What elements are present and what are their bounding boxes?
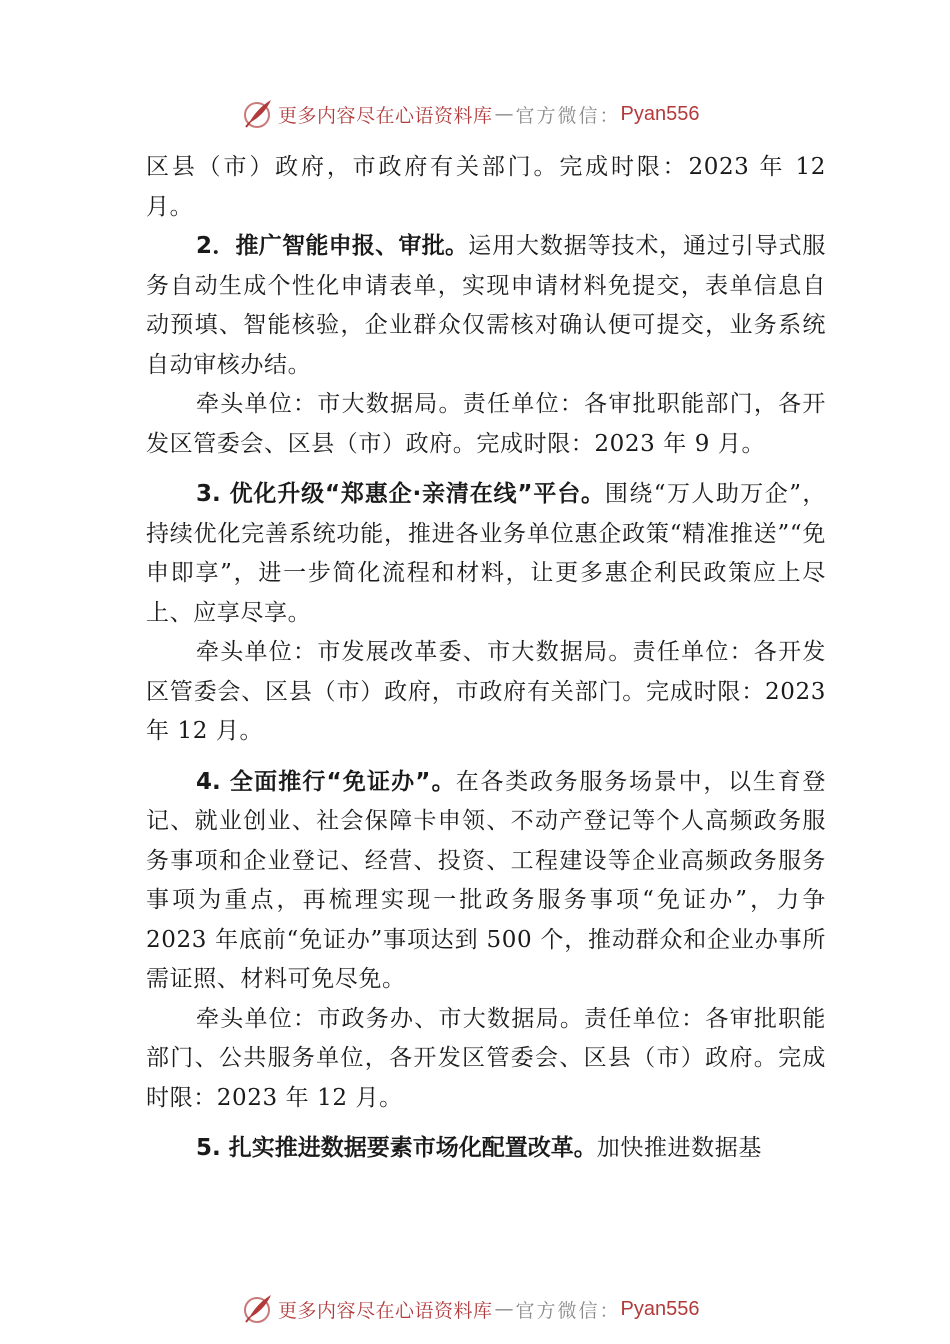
item-2-paragraph [146, 227, 826, 385]
item-5-paragraph [146, 1129, 826, 1169]
item-3-text: 围绕“万人助万企”，持续优化完善系统功能，推进各业务单位惠企政策“精准推送”“免申即享”，进一步简化流程和材料，让更多惠企利民政策应上尽上、应享尽享。 [146, 481, 826, 626]
watermark-title: 更多内容尽在心语资料库 [278, 104, 493, 127]
watermark-dash: — [494, 1298, 514, 1320]
document-body [146, 148, 826, 1169]
watermark-label: 官方微信： [515, 1299, 621, 1322]
watermark-dash: — [494, 103, 514, 125]
quill-logo-icon [240, 1291, 276, 1327]
item-4-responsibility: 牵头单位：市政务办、市大数据局。责任单位：各审批职能部门、公共服务单位，各开发区管委会、区县（市）政府。完成时限：2023 年 12 月。 [146, 1005, 826, 1111]
paragraph-continuation: 区县（市）政府，市政府有关部门。完成时限：2023 年 12 月。 [146, 154, 826, 220]
item-5-heading: 5. 扎实推进数据要素市场化配置改革。 [196, 1135, 597, 1161]
item-3-responsibility: 牵头单位：市发展改革委、市大数据局。责任单位：各开发区管委会、区县（市）政府，市政府有关部门。完成时限：2023 年 12 月。 [146, 639, 826, 744]
watermark-wechat-id: Pyan556 [620, 1297, 700, 1320]
quill-logo-icon [240, 96, 276, 132]
watermark-title: 更多内容尽在心语资料库 [278, 1299, 493, 1322]
item-2-text: 运用大数据等技术，通过引导式服务自动生成个性化申请表单，实现申请材料免提交，表单信息自动预填、智能核验，企业群众仅需核对确认便可提交，业务系统自动审核办结。 [146, 233, 826, 378]
watermark-label: 官方微信： [515, 104, 621, 127]
item-2-heading: 2．推广智能申报、审批。 [196, 233, 469, 259]
item-5-text: 加快推进数据基 [596, 1135, 762, 1161]
item-3-heading: 3. 优化升级“郑惠企·亲清在线”平台。 [196, 481, 605, 507]
watermark-footer [240, 1291, 700, 1327]
item-3-paragraph [146, 475, 826, 633]
item-2-responsibility: 牵头单位：市大数据局。责任单位：各审批职能部门，各开发区管委会、区县（市）政府。完成时限：2023 年 9 月。 [146, 391, 826, 457]
watermark-wechat-id: Pyan556 [620, 102, 700, 125]
item-4-text: 在各类政务服务场景中，以生育登记、就业创业、社会保障卡申领、不动产登记等个人高频政务服务事项和企业登记、经营、投资、工程建设等企业高频政务服务事项为重点，再梳理实现一批政务服务事项“免证办”，力争 2023 年底前“免证办”事项达到 500 个，推动群众和企业办事所需证照、材料可免尽免。 [146, 768, 826, 992]
item-4-heading: 4. 全面推行“免证办”。 [196, 768, 456, 795]
watermark-header [240, 96, 700, 132]
item-4-paragraph [146, 763, 826, 1000]
